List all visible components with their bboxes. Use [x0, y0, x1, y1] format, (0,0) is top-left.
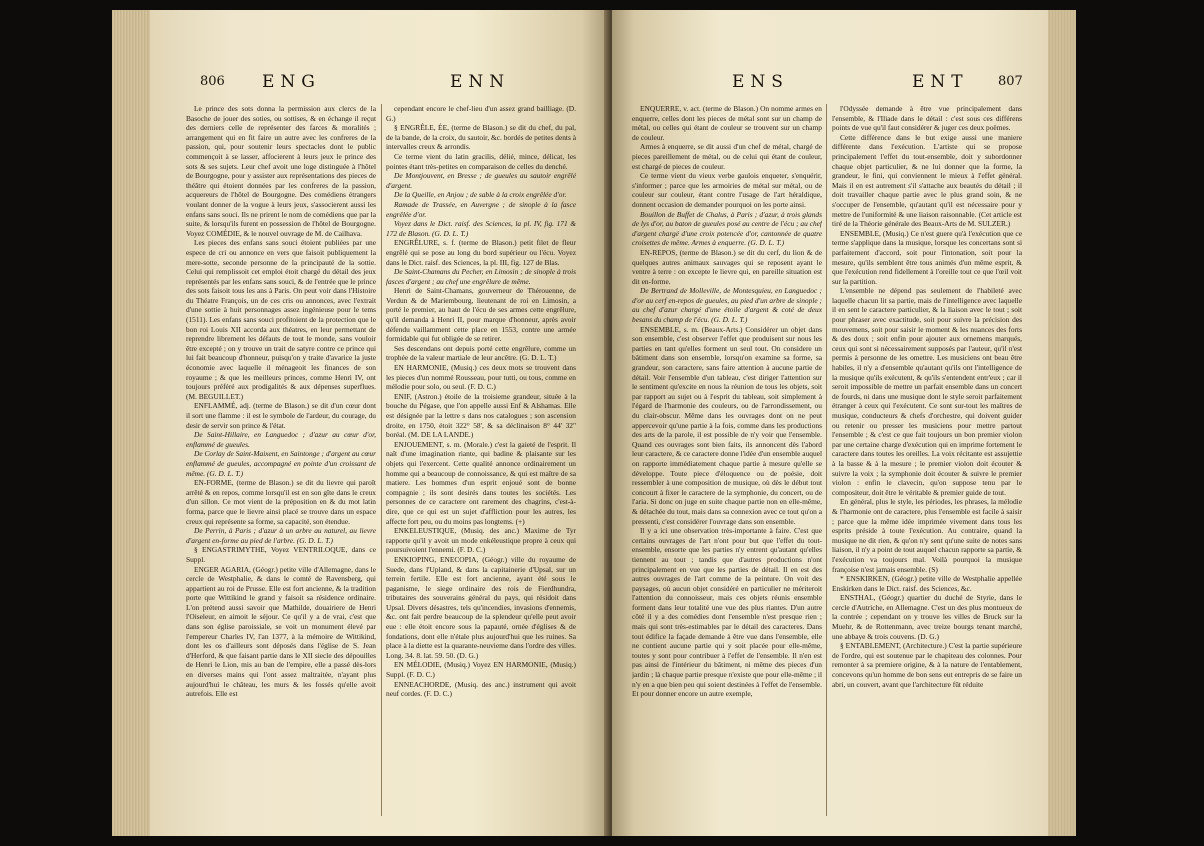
paragraph: Henri de Saint-Chamans, gouverneur de Thérouenne, de Verdun & de Mariembourg, lieutenant de roi en Limosin, a porté le premier, au haut de l'écu de ses armes cette engrêlure, qu'il demanda à Henri II, pour marque d'honneur, après avoir défendu vaillamment cette place en 1553, contre une armée formidable qui fut obligée de se retirer.	[386, 286, 576, 344]
right-page-column-1	[632, 104, 822, 824]
paragraph: De Bertrand de Molleville, de Montesquieu, en Languedoc ; d'or au cerf en-repos de gueules, au pied d'un arbre de sinople ; au chef d'azur chargé d'une étoile d'argent & coté de deux besans du champ de l'écu. (G. D. L. T.)	[632, 286, 822, 325]
paragraph: Il y a ici une observation très-importante à faire. C'est que certains ouvrages de l'art n'ont pour but que l'effet du tout-ensemble, ensorte que les parties n'y entrent qu'autant qu'elles tiennent au tout ; tandis que d'autres productions n'ont principalement en vue que les parties de détail. Il en est des autres ouvrages de l'art comme de la peinture. On voit des paysages, où aucun objet considéré en particulier ne mériteroit l'attention du connoisseur, mais ces objets réunis ensemble forment dans leur totalité une vue des plus riantes. D'un autre côté il y a des comédies dont l'ensemble n'est presque rien ; mais qui sont très-estimables par le détail des caracteres. Dans tout édifice la façade demande à être vue dans l'ensemble, elle ne contient aucune partie qui y soit placée pour elle-même, toutes y sont pour contribuer à l'effet de l'ensemble. Il n'en est pas ainsi de l'intérieur du bâtiment, ni même des pieces d'un jardin ; là chaque partie presque n'existe que pour elle-même ; il n'y en a que bien peu qui soient destinées à l'effet de l'ensemble. Et pour donner encore un autre exemple,	[632, 526, 822, 699]
running-head-left: ENG	[262, 72, 321, 92]
paragraph: ENGER AGARIA, (Géogr.) petite ville d'Allemagne, dans le cercle de Westphalie, & dans le comté de Ravensberg, qui appartient au roi de Prusse. Elle est fort ancienne, & la tradition porte que Wittikind le grand y faisoit sa résidence ordinaire. L'on prétend aussi savoir que Mathilde, douairiere de Henri l'Oiseleur, en aimoit le séjour. Ce qu'il y a de vrai, c'est que dans son église paroissiale, se voit un monument élevé par l'empereur Charles IV, l'an 1377, à la mémoire de Wittikind, dont les os d'ailleurs sont déposés dans l'église de S. Jean d'Herford, & que faisant partie dans le XII siecle des dépouilles de Henri le Lion, mis au ban de l'empire, elle a passé dès-lors en diverses mains qui l'ont assez maltraitée, n'ayant plus aujourd'hui le château, les murs & les fossés qu'elle avoit autrefois. Elle est	[186, 564, 376, 699]
paragraph: De Montjouvent, en Bresse ; de gueules au sautoir engrêlé d'argent.	[386, 171, 576, 190]
paragraph: § ENGASTRIMYTHE, Voyez VENTRILOQUE, dans ce Suppl.	[186, 545, 376, 564]
paragraph: EN HARMONIE, (Musiq.) ces deux mots se trouvent dans les pieces d'un nommé Rousseau, pour tutti, ou tous, comme en mélodie pour solo, ou seul. (F. D. C.)	[386, 363, 576, 392]
paragraph: Armes à enquerre, se dit aussi d'un chef de métal, chargé de pieces pareillement de métal, ou de celui qui étant de couleur, est chargé de pieces de couleur.	[632, 142, 822, 171]
paragraph: Voyez dans le Dict. raisf. des Sciences, la pl. IV, fig. 171 & 172 de Blason. (G. D. L. T.)	[386, 219, 576, 238]
paragraph: * ENSKIRKEN, (Géogr.) petite ville de Westphalie appellée Enskirken dans le Dict. raisf. des Sciences, &c.	[832, 574, 1022, 593]
page-number: 807	[998, 74, 1023, 89]
paragraph: ENSEMBLE, s. m. (Beaux-Arts.) Considérer un objet dans son ensemble, c'est observer l'effet que produisent sur nous les parties en tant qu'elles forment un seul tout. On considere un bâtiment dans son ensemble, lorsqu'on examine sa forme, sa grandeur, son caractere, sans faire attention à aucune partie de détail. Voir l'ensemble d'un tableau, c'est diriger l'attention sur le sentiment qu'excite en nous la réunion de tous les objets, soit par rapport au sujet ou à l'esprit du tableau, soit simplement à l'égard de l'harmonie des couleurs, ou de l'arrondissement, ou du clair-obscur. Même dans les ouvrages dont on ne peut appercevoir qu'une partie à la fois, comme dans les productions des arts de la parole, il est possible de n'y voir que l'ensemble. Quand ces ouvrages sont bien faits, ils annoncent dès l'abord leur caractere, & ce caractere donne l'idée d'un ensemble auquel on rapporte immédiatement chaque partie à mesure qu'elle se développe. Toute piece d'éloquence ou de poésie, doit ressembler à une composition de musique, où dès le début tout concourt à fixer le caractere de la symphonie, du concert, ou de l'aria. Si donc on juge en suite chaque partie non en elle-même, & détachée du tout, mais dans sa connexion avec ce tout qu'on a pressenti, c'est considérer l'ouvrage dans son ensemble.	[632, 324, 822, 526]
paragraph: ENQUERRE, v. act. (terme de Blason.) On nomme armes en enquerre, celles dont les pieces de métal sont sur un champ de métal, ou celles qui étant de couleur se trouvent sur un champ de couleur.	[632, 104, 822, 142]
paragraph: ENFLAMMÉ, adj. (terme de Blason.) se dit d'un cœur dont il sort une flamme : il est le symbole de l'ardeur, du courage, du desir de servir son prince & l'état.	[186, 401, 376, 430]
paragraph: ENJOUEMENT, s. m. (Morale.) c'est la gaieté de l'esprit. Il naît d'une imagination riante, qui badine & plaisante sur les objets qui l'exercent. Cette qualité annonce ordinairement un homme qui a beaucoup de connoissance, & qui est maître de sa matiere. Les hommes d'un esprit enjoué sont de bonne compagnie ; ils sont desirés dans toutes les sociétés. Les personnes de ce caractere ont rarement des chagrins, c'est-à-dire, que ce qui est un sujet d'affliction pour les autres, les affecte fort peu, ou du moins pas longtems. (+)	[386, 439, 576, 526]
right-page	[612, 10, 1048, 836]
right-page-column-2	[832, 104, 1022, 824]
paragraph: Cette différence dans le but exige aussi une maniere différente dans l'exécution. L'artiste qui se propose principalement l'effet du tout-ensemble, doit y subordonner chaque objet particulier, & ne lui donner que la forme, la grandeur, le fini, qui conviennent le mieux à l'effet général. Mais il en est autrement s'il s'attache aux beautés du détail ; il doit travailler chaque partie avec le plus grand soin, & ne s'occuper de l'ensemble, qu'autant qu'il est nécessaire pour y mettre de l'uniformité & une liaison raisonnable. (Cet article est tiré de la Théorie générale des Beaux-Arts de M. SULZER.)	[832, 132, 1022, 229]
left-page-column-1	[186, 104, 376, 824]
page-number: 806	[200, 74, 225, 89]
running-head-right: ENN	[450, 72, 511, 92]
paragraph: Le prince des sots donna la permission aux clercs de la Basoche de jouer des soties, ou sottises, & en échange il reçut des derniers celle de représenter des farces & moralités ; arrangement qui en fit faire un autre avec les confreres de la passion, qui, pour soutenir leurs spectacles dont le public commençoit à se lasser, affocierent à leurs jeux le prince des sots & ses sujets. Leur chef avoit une loge distinguée à l'hôtel de Bourgogne, pour y assister aux représentations des pieces de théâtre qui étoient données par les confreres de la passion, acquereurs de l'hôtel de Bourgogne. Des comédiens étrangers voulant donner de la vogue à leurs jeux, s'associerent aussi les enfans sans souci. Ils ne prirent le nom de comédiens que par la suite, & lorsqu'ils furent en possession de l'hôtel de Bourgogne. Voyez COMÉDIE, & le nouvel ouvrage de M. de Cailhava.	[186, 104, 376, 238]
paragraph: ENKELEUSTIQUE, (Musiq. des anc.) Maxime de Tyr rapporte qu'il y avoit un mode enkéleustique propre à ceux qui poursuivoient l'ennemi. (F. D. C.)	[386, 526, 576, 555]
paragraph: De Perrin, à Paris ; d'azur à un arbre au naturel, au lievre d'argent en-forme au pied de l'arbre. (G. D. L. T.)	[186, 526, 376, 545]
paragraph: l'Odyssée demande à être vue principalement dans l'ensemble, & l'Iliade dans le détail : c'est sous ces différens points de vue qu'il faut considérer & juger ces deux poëmes.	[832, 104, 1022, 133]
right-page-edges	[1048, 10, 1076, 836]
left-page-header	[150, 72, 610, 100]
running-head-left: ENS	[732, 72, 789, 92]
paragraph: § ENTABLEMENT, (Architecture.) C'est la partie supérieure de l'ordre, qui est soutenue par le chapiteau des colonnes. Pour remonter à sa premiere origine, & à la nature de l'entablement, concevons qu'un homme de bon sens eut entrepris de se faire un abri, un couvert, avant que l'architecture fût réduite	[832, 641, 1022, 689]
running-head-right: ENT	[912, 72, 969, 92]
paragraph: EN MÉLODIE, (Musiq.) Voyez EN HARMONIE, (Musiq.) Suppl. (F. D. C.)	[386, 660, 576, 680]
column-rule	[381, 104, 382, 816]
paragraph: Ses descendans ont depuis porté cette engrêlure, comme un trophée de la valeur martiale de leur ancêtre. (G. D. L. T.)	[386, 343, 576, 363]
paragraph: Ce terme vient du latin gracilis, délié, mince, délicat, les pointes étant très-petites en comparaison de celles du denché.	[386, 151, 576, 171]
paragraph: EN-REPOS, (terme de Blason.) se dit du cerf, du lion & de quelques autres animaux sauvages qui se reposent ayant le ventre à terre : on excepte le lievre qui, en pareille situation est dit en-forme.	[632, 247, 822, 286]
paragraph: § ENGRÊLE, ÉE, (terme de Blason.) se dit du chef, du pal, de la bande, de la croix, du sautoir, &c. bordés de petites dents à intervalles creux & arrondis.	[386, 123, 576, 152]
column-rule	[826, 104, 827, 816]
paragraph: ENNEACHORDE, (Musiq. des anc.) instrument qui avoit neuf cordes. (F. D. C.)	[386, 679, 576, 699]
paragraph: De Saint-Chamans du Pecher, en Limosin ; de sinople à trois fasces d'argent ; au chef une engrêlure de même.	[386, 267, 576, 286]
paragraph: Les pieces des enfans sans souci étoient publiées par une espece de cri ou annonce en vers que faisoit publiquement la mere-sotte, seconde personne de la principauté de la sottie. Celui qui remplissoit cet emploi étoit chargé du détail des jeux représentés par les enfans sans souci, & de l'entrée que le prince des sots faisoit tous les ans à Paris. On peut voir dans l'Histoire du Théatre François, un de ces cris ou annonces, avec l'extrait d'une sottie à huit personnages assez ingénieuse pour le tems (1511). Les enfans sans souci profitoient de la protection que le bon roi Louis XII accorda aux théatres, en leur permettant de reprendre librement les défauts de tout le monde, sans vouloir être excepté ; on y trouve un trait de satyre contre ce prince qui lui fait beaucoup d'honneur, puisqu'on y traite d'avarice la juste économie avec laquelle il ménageoit les finances de son royaume ; & que les meilleurs princes, comme Henri IV, ont toujours préféré aux prodigalités & aux dépenses superflues. (M. BEGUILLET.)	[186, 238, 376, 401]
paragraph: De la Queille, en Anjou ; de sable à la croix engrêlée d'or.	[394, 190, 567, 200]
paragraph: ENKIOPING, ENECOPIA, (Géogr.) ville du royaume de Suede, dans l'Upland, & dans la capitainerie d'Upsal, sur un terrein fertile. Elle est fort ancienne, ayant été sous le paganisme, le siege ordinaire des rois de Fierdhundra, tributaires des souverains général du pays, qui résidoit dans Upsal. Divers désastres, tels qu'incendies, invasions d'ennemis, &c. ont fait perdre beaucoup de la splendeur qu'elle peut avoir eue : elle étoit encore sous la papauté, ornée d'églises & de fondations, dont elle n'étale plus aujourd'hui que les ruines. Sa place à la diette est la quarante-neuvieme dans l'ordre des villes. Long. 34. 8. lat. 59. 50. (D. G.)	[386, 554, 576, 660]
paragraph: ENIF, (Astron.) étoile de la troisieme grandeur, située à la bouche du Pégase, que l'on appelle aussi Enf & Alshamas. Elle est désignée par la lettre s dans nos catalogues ; son ascension droite, en 1750, étoit 322° 58', & sa déclinaison 8° 44' 32" boréal. (M. DE LA LANDE.)	[386, 391, 576, 440]
paragraph: cependant encore le chef-lieu d'un assez grand bailliage. (D. G.)	[386, 104, 576, 123]
right-page-header	[612, 72, 1048, 100]
paragraph: L'ensemble ne dépend pas seulement de l'habileté avec laquelle chacun lit sa partie, mais de l'intelligence avec laquelle il en sent le caractere particulier, & la liaison avec le tout ; soit pour phraser avec exactitude, soit pour suivre la précision des mouvemens, soit pour saisir le moment & les nuances des forts & des doux ; soit enfin pour ajouter aux ornemens marqués, ceux qui sont si nécessairement supposés par l'auteur, qu'il n'est permis à personne de les omettre. Les musiciens ont beau être habiles, il n'y a d'ensemble qu'autant qu'ils ont l'intelligence de la musique qu'ils exécutent, & qu'ils s'entendent entr'eux ; car il seroit impossible de mettre un parfait ensemble dans un concert de fourds, ni dans une musique dont le style seroit parfaitement étranger à ceux qui l'exécutent. Ce sont sur-tout les maîtres de musique, conducteurs & chefs d'orchestre, qui doivent guider ou retenir ou presser les musiciens pour mettre partout l'ensemble ; & c'est ce que fait toujours un bon premier violon par une certaine charge d'exécution qui en imprime fortement le caractere dans toutes les oreilles. La voix récitante est assujettie à la basse & à la mesure ; le premier violon doit écouter & suivre la voix ; la symphonie doit écouter & suivre le premier violon : enfin le clavecin, qu'on suppose tenu par le compositeur, doit être le véritable & premier guide de tout.	[832, 286, 1022, 497]
paragraph: ENSEMBLE, (Musiq.) Ce n'est guere qu'à l'exécution que ce terme s'applique dans la musique, lorsque les concertans sont si parfaitement d'accord, soit pour l'intonation, soit pour la mesure, qu'ils semblent être tous animés d'un même esprit, & que l'exécution rend fidellement à l'oreille tout ce que l'œil voit sur la partition.	[832, 228, 1022, 286]
paragraph: EN-FORME, (terme de Blason.) se dit du lievre qui paroît arrêté & en repos, comme lorsqu'il est en son gîte dans le creux d'un sillon. Ce mot vient de la préposition en & du mot latin forma, parce que le lievre ainsi placé se trouve dans un espace creux qui représente sa forme, sa capacité, son étendue.	[186, 478, 376, 526]
paragraph: Bouillon de Buffet de Chalus, à Paris ; d'azur, à trois glands de lys d'or, au baton de gueules posé au centre de l'écu ; au chef d'argent chargé d'une croix potencée d'or, cantonnée de quatre croisettes de même. Armes à enquerre. (G. D. L. T.)	[632, 209, 822, 248]
left-page-column-2	[386, 104, 576, 824]
paragraph: De Corlay de Saint-Maixent, en Saintonge ; d'argent au cœur enflammé de gueules, accompagné en pointe d'un croissant de même. (G. D. L. T.)	[186, 449, 376, 478]
paragraph: ENSTHAL, (Géogr.) quartier du duché de Styrie, dans le cercle d'Autriche, en Allemagne. C'est un des plus montueux de la contrée ; cependant on y trouve les villes de Bruck sur la Muehr, & de Rottenmann, avec treize bourgs tenant marché, une abbaye & trois couvens. (D. G.)	[832, 593, 1022, 641]
left-page	[150, 10, 610, 836]
left-page-edges	[112, 10, 152, 836]
paragraph: De Saint-Hillaire, en Languedoc ; d'azur au cœur d'or, enflammé de gueules.	[186, 430, 376, 449]
paragraph: Ce terme vient du vieux verbe gaulois enqueter, s'enquérir, s'informer ; parce que les armoiries de métal sur métal, ou de couleur sur couleur, étant contre l'usage de l'art héraldique, donnent occasion de demander pourquoi on les porte ainsi.	[632, 171, 822, 209]
paragraph: ENGRÊLURE, s. f. (terme de Blason.) petit filet de fleur engrêlé qui se pose au long du bord supérieur ou l'écu. Voyez dans le Dict. raisf. des Sciences, la pl. III, fig. 127 de Blas.	[386, 238, 576, 267]
paragraph: Ramade de Trassée, en Auvergne ; de sinople à la fasce engrêlée d'or.	[386, 199, 576, 219]
paragraph: En général, plus le style, les périodes, les phrases, la mélodie & l'harmonie ont de caractere, plus l'ensemble est facile à saisir ; parce que la même idée imprimée vivement dans tous les esprits préside à toute l'exécution. Au contraire, quand la musique ne dit rien, & qu'on n'y sent qu'une suite de notes sans liaison, il n'y a point de tout auquel chacun rapporte sa partie, & l'exécution va toujours mal. Voilà pourquoi la musique françoise n'est jamais ensemble. (S)	[832, 497, 1022, 574]
